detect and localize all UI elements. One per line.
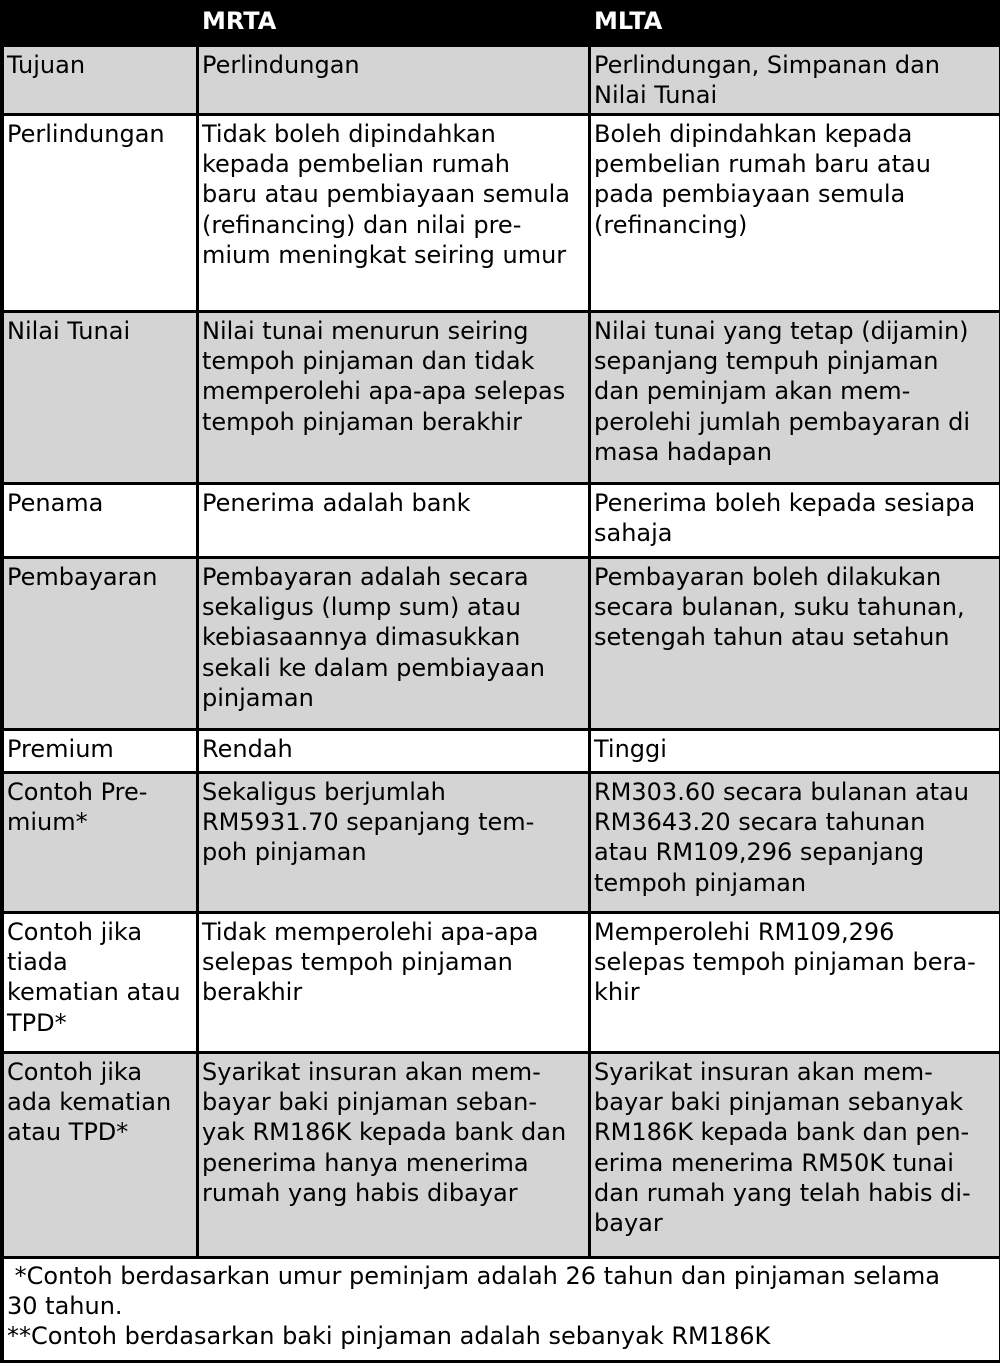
mrta-line: kebiasaannya dimasukkan xyxy=(202,622,584,652)
header-label-column xyxy=(3,2,198,46)
footnote-cell xyxy=(3,1258,1000,1362)
row-label xyxy=(3,312,198,484)
mrta-line: bayar baki pinjaman seban- xyxy=(202,1087,584,1117)
mlta-line: secara bulanan, suku tahunan, xyxy=(594,592,995,622)
mlta-line: tempoh pinjaman xyxy=(594,868,995,898)
mrta-line: memperolehi apa-apa selepas xyxy=(202,376,584,406)
mlta-line: Pembayaran boleh dilakukan xyxy=(594,562,995,592)
row-label-line: Perlindungan xyxy=(7,119,192,149)
mrta-cell xyxy=(198,1053,590,1258)
mrta-line: penerima hanya menerima xyxy=(202,1148,584,1178)
table-header-row xyxy=(3,2,1000,46)
row-label-line: Nilai Tunai xyxy=(7,316,192,346)
mlta-cell xyxy=(590,484,1000,558)
row-label-line: Contoh Pre- xyxy=(7,777,192,807)
mrta-line: mium meningkat seiring umur xyxy=(202,240,584,270)
mrta-cell xyxy=(198,312,590,484)
mlta-line: erima menerima RM50K tunai xyxy=(594,1148,995,1178)
mlta-line: bayar baki pinjaman sebanyak xyxy=(594,1087,995,1117)
table-row-premium xyxy=(3,730,1000,773)
mlta-line: dan peminjam akan mem- xyxy=(594,376,995,406)
row-label-line: TPD* xyxy=(7,1008,192,1038)
mlta-line: Nilai tunai yang tetap (dijamin) xyxy=(594,316,995,346)
header-mlta: MLTA xyxy=(590,2,1000,46)
mrta-line: kepada pembelian rumah xyxy=(202,149,584,179)
mlta-line: setengah tahun atau setahun xyxy=(594,622,995,652)
mlta-cell xyxy=(590,312,1000,484)
mlta-line: (refinancing) xyxy=(594,210,995,240)
mrta-cell xyxy=(198,46,590,115)
row-label xyxy=(3,484,198,558)
mlta-line: sepanjang tempuh pinjaman xyxy=(594,346,995,376)
mlta-line: masa hadapan xyxy=(594,437,995,467)
mlta-line: RM186K kepada bank dan pen- xyxy=(594,1117,995,1147)
header-mrta: MRTA xyxy=(198,2,590,46)
mrta-line: Perlindungan xyxy=(202,50,584,80)
mlta-line: dan rumah yang telah habis di- xyxy=(594,1178,995,1208)
mlta-line: sahaja xyxy=(594,518,995,548)
mlta-line: Syarikat insuran akan mem- xyxy=(594,1057,995,1087)
mrta-line: sekali ke dalam pembiayaan xyxy=(202,653,584,683)
row-label-line: tiada xyxy=(7,947,192,977)
mrta-cell xyxy=(198,913,590,1053)
mrta-cell xyxy=(198,773,590,913)
mlta-line: Boleh dipindahkan kepada xyxy=(594,119,995,149)
table-row-tujuan xyxy=(3,46,1000,115)
table-row-nilai-tunai xyxy=(3,312,1000,484)
row-label xyxy=(3,115,198,312)
mlta-line: Perlindungan, Simpanan dan xyxy=(594,50,995,80)
mlta-cell xyxy=(590,1053,1000,1258)
mlta-line: khir xyxy=(594,977,995,1007)
mrta-line: Nilai tunai menurun seiring xyxy=(202,316,584,346)
row-label-line: Contoh jika xyxy=(7,917,192,947)
mlta-line: pada pembiayaan semula xyxy=(594,179,995,209)
mlta-cell xyxy=(590,730,1000,773)
mrta-line: rumah yang habis dibayar xyxy=(202,1178,584,1208)
mlta-cell xyxy=(590,46,1000,115)
mlta-line: pembelian rumah baru atau xyxy=(594,149,995,179)
mrta-line: Penerima adalah bank xyxy=(202,488,584,518)
row-label-line: mium* xyxy=(7,807,192,837)
mlta-line: Penerima boleh kepada sesiapa xyxy=(594,488,995,518)
mrta-line: Tidak boleh dipindahkan xyxy=(202,119,584,149)
mlta-cell xyxy=(590,558,1000,730)
mrta-line: Tidak memperolehi apa-apa xyxy=(202,917,584,947)
mrta-line: tempoh pinjaman berakhir xyxy=(202,407,584,437)
mrta-line: selepas tempoh pinjaman xyxy=(202,947,584,977)
mrta-mlta-comparison-table xyxy=(1,0,1000,1363)
row-label xyxy=(3,558,198,730)
mrta-line: sekaligus (lump sum) atau xyxy=(202,592,584,622)
mlta-line: RM3643.20 secara tahunan xyxy=(594,807,995,837)
row-label xyxy=(3,773,198,913)
table-row-pembayaran xyxy=(3,558,1000,730)
mlta-cell xyxy=(590,773,1000,913)
mrta-line: Rendah xyxy=(202,734,584,764)
row-label xyxy=(3,1053,198,1258)
mrta-line: Pembayaran adalah secara xyxy=(202,562,584,592)
table-body xyxy=(3,46,1000,1362)
mrta-line: tempoh pinjaman dan tidak xyxy=(202,346,584,376)
row-label-line: Pembayaran xyxy=(7,562,192,592)
mrta-cell xyxy=(198,115,590,312)
row-label xyxy=(3,913,198,1053)
mlta-cell xyxy=(590,913,1000,1053)
mrta-line: RM5931.70 sepanjang tem- xyxy=(202,807,584,837)
footnote-row xyxy=(3,1258,1000,1362)
mlta-line: bayar xyxy=(594,1208,995,1238)
table-row-contoh-ada-kematian xyxy=(3,1053,1000,1258)
mlta-line: selepas tempoh pinjaman bera- xyxy=(594,947,995,977)
mlta-line: RM303.60 secara bulanan atau xyxy=(594,777,995,807)
row-label-line: Premium xyxy=(7,734,192,764)
mlta-line: Tinggi xyxy=(594,734,995,764)
mrta-line: pinjaman xyxy=(202,683,584,713)
mrta-cell xyxy=(198,558,590,730)
mrta-line: baru atau pembiayaan semula xyxy=(202,179,584,209)
table-row-penama xyxy=(3,484,1000,558)
footnote-line: 30 tahun. xyxy=(7,1291,993,1321)
mlta-line: Nilai Tunai xyxy=(594,80,995,110)
table-row-contoh-tiada-kematian xyxy=(3,913,1000,1053)
footnote-line: *Contoh berdasarkan umur peminjam adalah 26 tahun dan pinjaman selama xyxy=(7,1261,993,1291)
mrta-line: Syarikat insuran akan mem- xyxy=(202,1057,584,1087)
mrta-cell xyxy=(198,730,590,773)
mrta-line: yak RM186K kepada bank dan xyxy=(202,1117,584,1147)
mrta-line: poh pinjaman xyxy=(202,837,584,867)
table-row-contoh-premium xyxy=(3,773,1000,913)
row-label-line: ada kematian xyxy=(7,1087,192,1117)
mrta-line: (refinancing) dan nilai pre- xyxy=(202,210,584,240)
row-label-line: Penama xyxy=(7,488,192,518)
mlta-line: perolehi jumlah pembayaran di xyxy=(594,407,995,437)
mlta-cell xyxy=(590,115,1000,312)
row-label xyxy=(3,46,198,115)
mlta-line: Memperolehi RM109,296 xyxy=(594,917,995,947)
row-label-line: atau TPD* xyxy=(7,1117,192,1147)
table-row-perlindungan xyxy=(3,115,1000,312)
row-label-line: Tujuan xyxy=(7,50,192,80)
mlta-line: atau RM109,296 sepanjang xyxy=(594,837,995,867)
row-label xyxy=(3,730,198,773)
mrta-line: berakhir xyxy=(202,977,584,1007)
mrta-cell xyxy=(198,484,590,558)
row-label-line: Contoh jika xyxy=(7,1057,192,1087)
footnote-line: **Contoh berdasarkan baki pinjaman adalah sebanyak RM186K xyxy=(7,1321,993,1351)
row-label-line: kematian atau xyxy=(7,977,192,1007)
mrta-line: Sekaligus berjumlah xyxy=(202,777,584,807)
